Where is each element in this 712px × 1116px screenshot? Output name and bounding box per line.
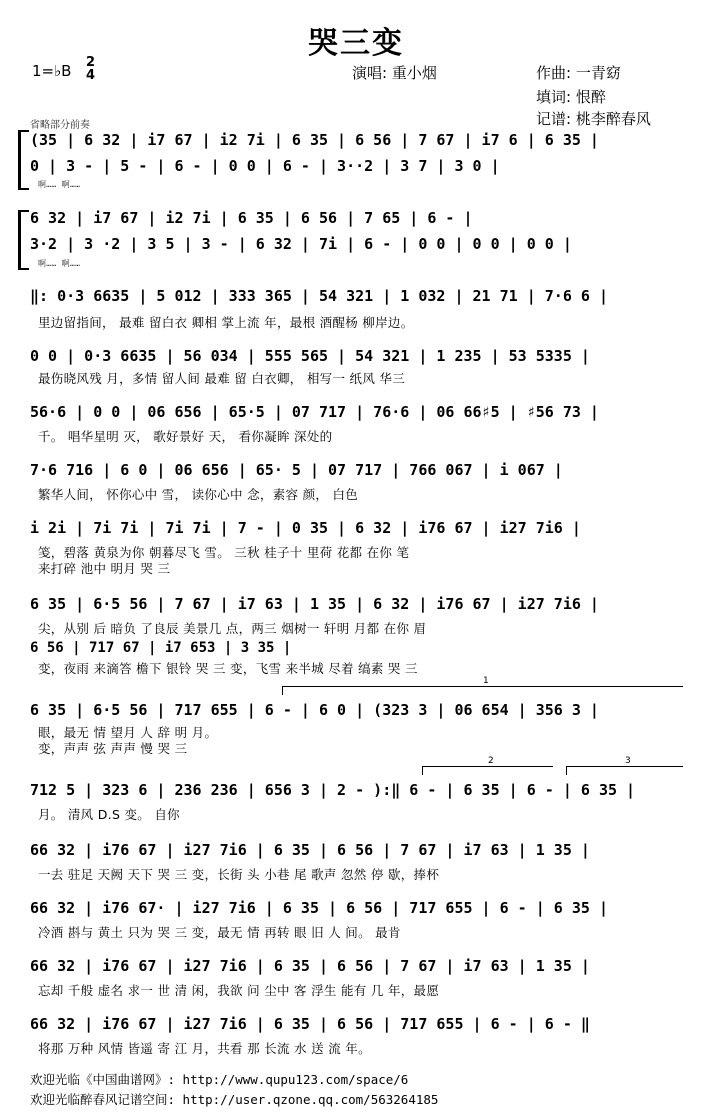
lyric-line-6b: 变，夜雨 来滴答 檐下 银铃 哭 三 变，飞雪 来半城 尽着 缟素 哭 三 (38, 661, 418, 676)
key-signature: 1=♭B (32, 62, 72, 80)
time-signature (86, 56, 95, 82)
staff-brace-1 (18, 130, 29, 190)
intro-line2-upper: 6 32 | i7 67 | i2 7i | 6 35 | 6 56 | 7 65 | 6 - | (30, 209, 473, 227)
notes-line-1: ‖: 0·3 6635 | 5 012 | 333 365 | 54 321 | 1 032 | 21 71 | 7·6 6 | (30, 287, 608, 305)
intro-line2-lower: 3·2 | 3 ·2 | 3 5 | 3 - | 6 32 | 7i | 6 - | 0 0 | 0 0 | 0 0 | (30, 235, 572, 253)
lyric-line-5b: 来打碎 池中 明月 哭 三 (38, 561, 171, 576)
footer-link-2[interactable]: 欢迎光临醉春风记谱空间: http://user.qzone.qq.com/563264185 (30, 1092, 439, 1107)
lyric-line-10: 冷酒 斟与 黄土 只为 哭 三 变，最无 情 再转 眼 旧 人 间。 最肯 (38, 925, 401, 940)
staff-brace-2 (18, 210, 29, 270)
lyric-line-7: 眼，最无 情 望月 人 辞 明 月。 (38, 725, 218, 740)
composer-credit: 作曲: 一青窈 (536, 64, 621, 82)
lyric-line-4: 繁华人间， 怀你心中 雪， 读你心中 念，素容 颜， 白色 (38, 487, 359, 502)
lyricist-credit: 填词: 恨醉 (536, 88, 606, 106)
notes-line-7: 6 35 | 6·5 56 | 717 655 | 6 - | 6 0 | (323 3 | 06 654 | 356 3 | (30, 701, 599, 719)
notes-line-6b: 6 56 | 717 67 | i7 653 | 3 35 | (30, 640, 292, 656)
intro-omitted-note: 省略部分前奏 (30, 120, 90, 131)
notes-line-11: 66 32 | i76 67 | i27 7i6 | 6 35 | 6 56 | 7 67 | i7 63 | 1 35 | (30, 957, 590, 975)
intro-line2-syllables: 啊…… 啊…… (38, 259, 81, 268)
notes-line-3: 56·6 | 0 0 | 06 656 | 65·5 | 07 717 | 76·6 | 06 66♯5 | ♯56 73 | (30, 403, 599, 421)
lyric-line-1: 里边留指间， 最难 留白衣 卿相 掌上流 年，最根 酒醒杨 柳岸边。 (38, 315, 414, 330)
volta-3: 3 (566, 766, 683, 775)
notes-line-5: i 2i | 7i 7i | 7i 7i | 7 - | 0 35 | 6 32 | i76 67 | i27 7i6 | (30, 519, 581, 537)
notes-line-10: 66 32 | i76 67· | i27 7i6 | 6 35 | 6 56 | 717 655 | 6 - | 6 35 | (30, 899, 608, 917)
lyric-line-8: 月。 清风 D.S 变。 自你 (38, 807, 180, 822)
time-signature-top: 2 (86, 55, 96, 70)
time-signature-bottom: 4 (86, 68, 96, 83)
notes-line-4: 7·6 716 | 6 0 | 06 656 | 65· 5 | 07 717 | 766 067 | i 067 | (30, 461, 563, 479)
notes-line-6: 6 35 | 6·5 56 | 7 67 | i7 63 | 1 35 | 6 32 | i76 67 | i27 7i6 | (30, 595, 599, 613)
lyric-line-5: 笺，碧落 黄泉为你 朝暮尽飞 雪。 三秋 桂子十 里荷 花都 在你 笔 (38, 545, 410, 560)
lyric-line-9: 一去 驻足 天阙 天下 哭 三 变，长街 头 小巷 尾 歌声 忽然 停 歇，捧杯 (38, 867, 440, 882)
intro-line1-upper: (35 | 6 32 | i7 67 | i2 7i | 6 35 | 6 56 | 7 67 | i7 6 | 6 35 | (30, 131, 599, 149)
notes-line-2: 0 0 | 0·3 6635 | 56 034 | 555 565 | 54 321 | 1 235 | 53 5335 | (30, 347, 590, 365)
singer-credit: 演唱: 重小烟 (352, 64, 437, 82)
footer-link-1[interactable]: 欢迎光临《中国曲谱网》: http://www.qupu123.com/space/6 (30, 1072, 409, 1087)
intro-line1-lower: 0 | 3 - | 5 - | 6 - | 0 0 | 6 - | 3··2 | 3 7 | 3 0 | (30, 157, 500, 175)
intro-line1-syllables: 啊…… 啊…… (38, 180, 81, 189)
lyric-line-7b: 变，声声 弦 声声 慢 哭 三 (38, 741, 188, 756)
volta-1: 1 (282, 686, 683, 695)
notes-line-9: 66 32 | i76 67 | i27 7i6 | 6 35 | 6 56 | 7 67 | i7 63 | 1 35 | (30, 841, 590, 859)
lyric-line-12: 将那 万种 风情 皆遥 寄 江 月，共看 那 长流 水 送 流 年。 (38, 1041, 371, 1056)
song-title: 哭三变 (308, 26, 404, 61)
notes-line-12: 66 32 | i76 67 | i27 7i6 | 6 35 | 6 56 | 717 655 | 6 - | 6 - ‖ (30, 1015, 590, 1033)
transcriber-credit: 记谱: 桃李醉春风 (536, 110, 651, 128)
lyric-line-2: 最伤晓风残 月，多情 留人间 最难 留 白衣卿， 相写一 纸风 华三 (38, 371, 405, 386)
notes-line-8: 712 5 | 323 6 | 236 236 | 656 3 | 2 - ):‖ 6 - | 6 35 | 6 - | 6 35 | (30, 781, 636, 799)
lyric-line-6: 尖，从别 后 暗负 了良辰 美景几 点，两三 烟树一 轩明 月都 在你 眉 (38, 621, 427, 636)
lyric-line-11: 忘却 千般 虚名 求一 世 清 闲，我欲 问 尘中 客 浮生 能有 几 年，最愿 (38, 983, 440, 998)
lyric-line-3: 千。 唱华星明 灭， 歌好景好 天， 看你凝眸 深处的 (38, 429, 333, 444)
volta-2: 2 (422, 766, 553, 775)
